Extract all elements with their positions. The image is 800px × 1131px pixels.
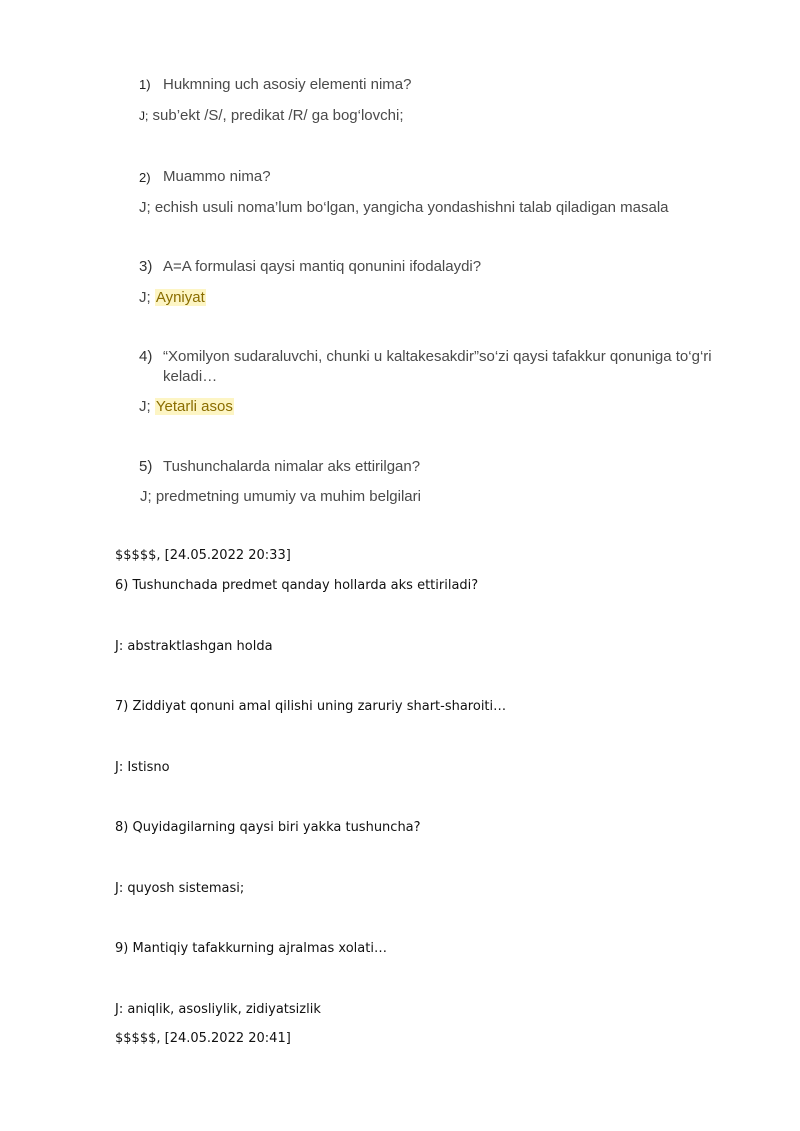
answer-prefix: J; <box>140 488 152 505</box>
question-6: 6) Tushunchada predmet qanday hollarda aks ettiriladi? <box>115 578 479 593</box>
question-number: 3) <box>139 258 153 275</box>
question-text: A=A formulasi qaysi mantiq qonunini ifodalaydi? <box>163 258 482 275</box>
question-number: 2) <box>139 170 151 185</box>
question-9: 9) Mantiqiy tafakkurning ajralmas xolati… <box>115 941 387 956</box>
question-text-line2: keladi… <box>163 368 218 385</box>
answer-text: echish usuli noma’lum bo‘lgan, yangicha yondashishni talab qiladigan masala <box>154 199 669 216</box>
answer-text: predmetning umumiy va muhim belgilari <box>155 488 421 505</box>
answer-prefix: J; <box>139 109 149 123</box>
answer-prefix: J; <box>139 199 151 216</box>
question-text: Tushunchalarda nimalar aks ettirilgan? <box>163 458 421 475</box>
question-number: 1) <box>139 77 151 92</box>
answer-line <box>139 107 403 124</box>
answer-line <box>139 398 234 415</box>
answer-line <box>139 199 669 216</box>
question-7: 7) Ziddiyat qonuni amal qilishi uning zaruriy shart-sharoiti… <box>115 699 507 714</box>
question-text: Hukmning uch asosiy elementi nima? <box>163 76 412 93</box>
answer-9: J: aniqlik, asosliylik, zidiyatsizlik <box>115 1002 321 1017</box>
answer-text: sub’ekt /S/, predikat /R/ ga bog‘lovchi; <box>152 107 404 124</box>
answer-text-highlighted: Yetarli asos <box>155 398 233 415</box>
question-number: 5) <box>139 458 153 475</box>
timestamp-header: $$$$$, [24.05.2022 20:33] <box>115 548 291 563</box>
question-number: 4) <box>139 348 153 365</box>
answer-prefix: J; <box>139 398 151 415</box>
answer-line <box>139 289 206 306</box>
answer-prefix: J; <box>139 289 151 306</box>
answer-7: J: Istisno <box>115 760 170 775</box>
question-text: Muammo nima? <box>163 168 271 185</box>
answer-8: J: quyosh sistemasi; <box>115 881 245 896</box>
answer-6: J: abstraktlashgan holda <box>115 639 273 654</box>
answer-line <box>140 488 421 505</box>
answer-text-highlighted: Ayniyat <box>155 289 205 306</box>
question-8: 8) Quyidagilarning qaysi biri yakka tushuncha? <box>115 820 421 835</box>
question-text-line1: “Xomilyon sudaraluvchi, chunki u kaltakesakdir”so‘zi qaysi tafakkur qonuniga to‘g‘ri <box>163 348 712 365</box>
timestamp-footer: $$$$$, [24.05.2022 20:41] <box>115 1031 291 1046</box>
